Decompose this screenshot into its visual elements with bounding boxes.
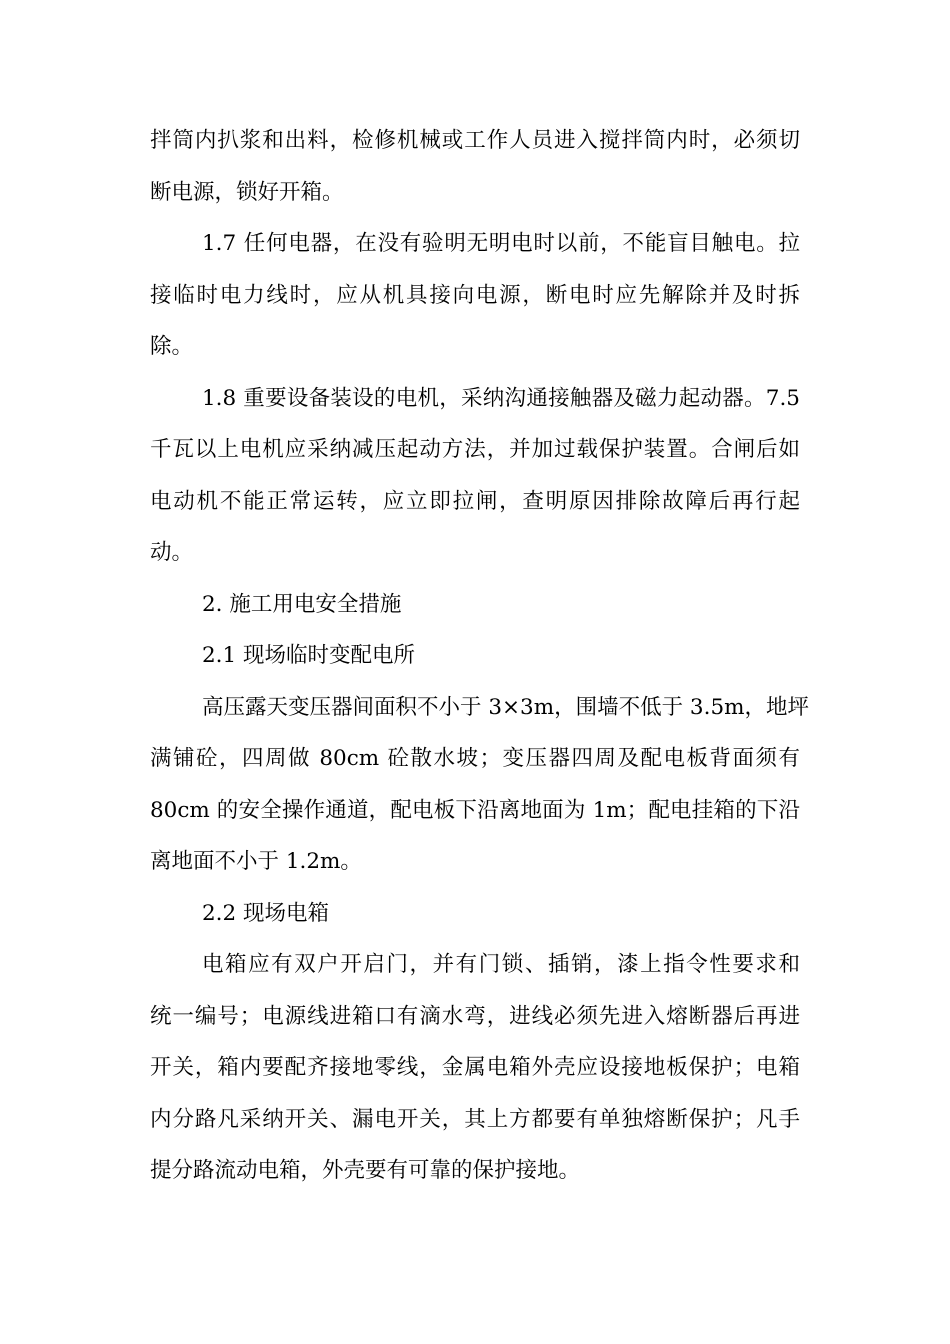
text-line: 离地面不小于 1.2m。 xyxy=(150,849,362,874)
text-line: 满铺砼，四周做 80cm 砼散水坡；变压器四周及配电板背面须有 xyxy=(150,746,800,771)
text-line: 电动机不能正常运转，应立即拉闸，查明原因排除故障后再行起 xyxy=(150,488,800,514)
text-line: 内分路凡采纳开关、漏电开关，其上方都要有单独熔断保护；凡手 xyxy=(150,1106,800,1132)
paragraph-1-8-start: 1.8 重要设备装设的电机，采纳沟通接触器及磁力起动器。7.5 xyxy=(202,385,800,411)
text-line: 提分路流动电箱，外壳要有可靠的保护接地。 xyxy=(150,1158,581,1183)
text-line: 开关，箱内要配齐接地零线，金属电箱外壳应设接地板保护；电箱 xyxy=(150,1055,800,1080)
subsection-heading-2-1: 2.1 现场临时变配电所 xyxy=(202,643,416,668)
text-line: 统一编号；电源线进箱口有滴水弯，进线必须先进入熔断器后再进 xyxy=(150,1003,800,1029)
text-line: 拌筒内扒浆和出料，检修机械或工作人员进入搅拌筒内时，必须切 xyxy=(150,128,800,153)
body-text xyxy=(150,115,810,1197)
section-heading-2: 2. 施工用电安全措施 xyxy=(202,591,402,617)
text-line: 除。 xyxy=(150,334,194,359)
paragraph-2-1-start: 高压露天变压器间面积不小于 3×3m，围墙不低于 3.5m，地坪 xyxy=(202,694,810,720)
text-line: 80cm 的安全操作通道，配电板下沿离地面为 1m；配电挂箱的下沿 xyxy=(150,797,800,823)
paragraph-2-2-start: 电箱应有双户开启门，并有门锁、插销，漆上指令性要求和 xyxy=(202,952,800,977)
text-line: 断电源，锁好开箱。 xyxy=(150,179,344,205)
text-line: 动。 xyxy=(150,540,194,565)
subsection-heading-2-2: 2.2 现场电箱 xyxy=(202,900,330,926)
paragraph-1-7-start: 1.7 任何电器，在没有验明无明电时以前，不能盲目触电。拉 xyxy=(202,231,800,256)
text-line: 千瓦以上电机应采纳减压起动方法，并加过载保护装置。合闸后如 xyxy=(150,437,800,462)
text-line: 接临时电力线时，应从机具接向电源，断电时应先解除并及时拆 xyxy=(150,282,800,308)
